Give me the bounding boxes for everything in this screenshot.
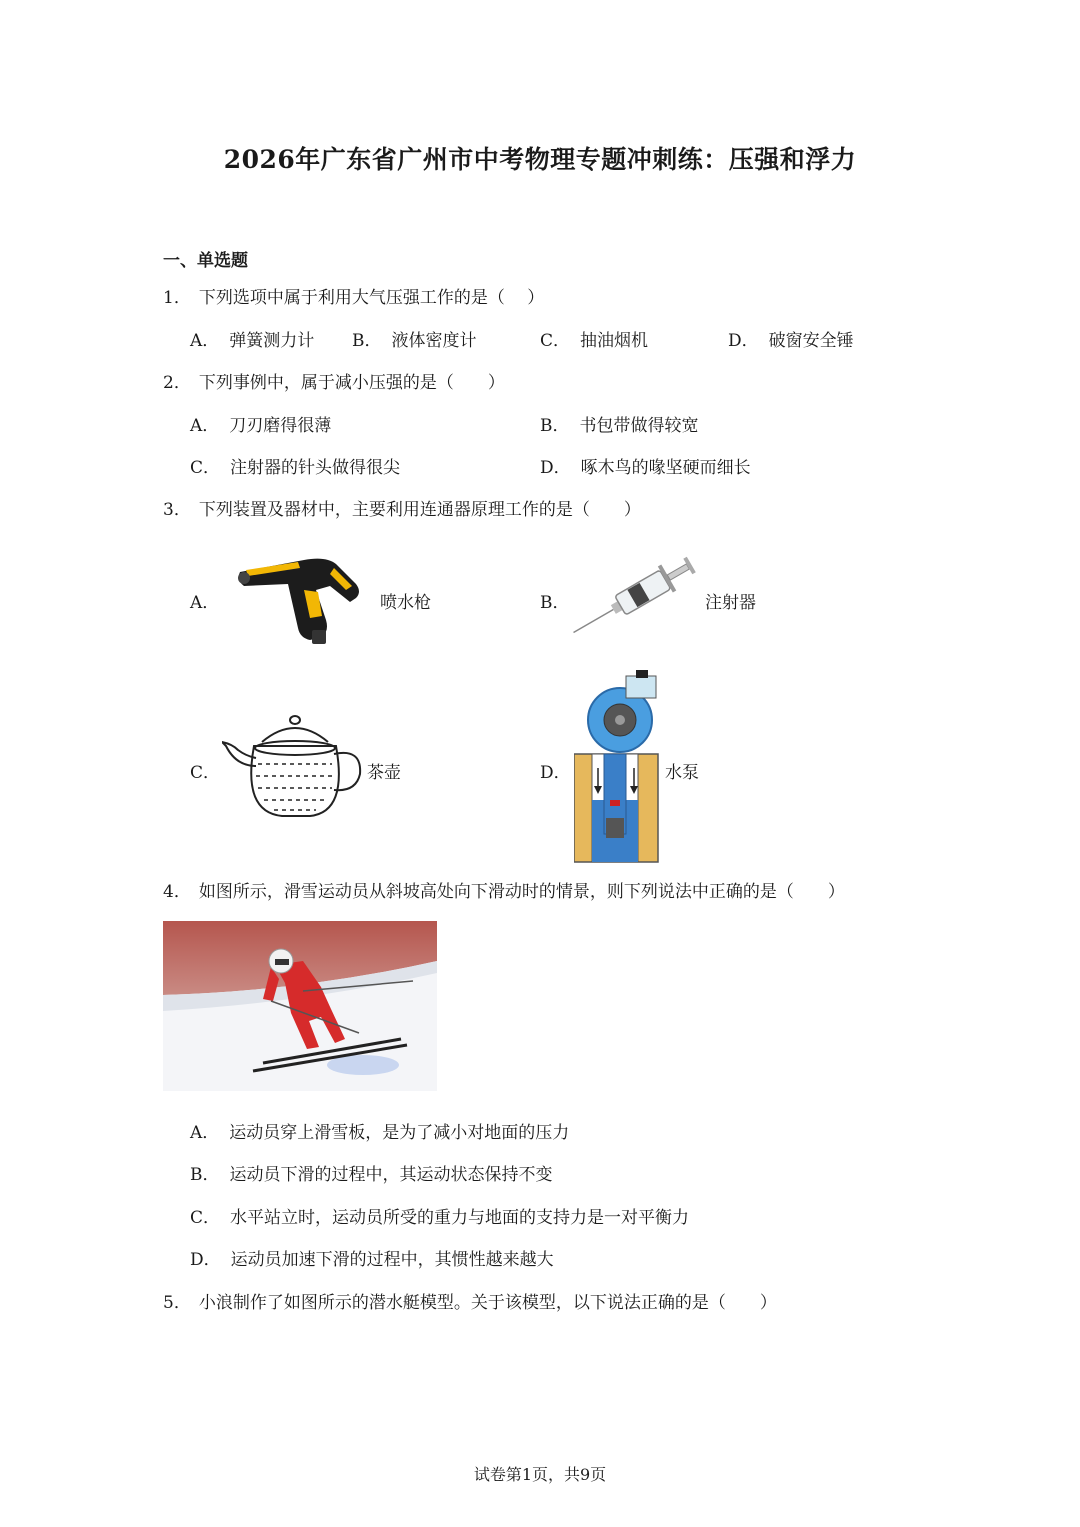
question-5 bbox=[163, 1288, 777, 1313]
question-number: 5． bbox=[163, 1293, 191, 1313]
page-title: 2026年广东省广州市中考物理专题冲刺练：压强和浮力 bbox=[223, 145, 857, 174]
skier-photo bbox=[163, 921, 437, 1091]
q2-option-b[interactable]: B． 书包带做得较宽 bbox=[540, 416, 699, 436]
q4-option-d[interactable]: D． 运动员加速下滑的过程中，其惯性越来越大 bbox=[190, 1250, 554, 1270]
q3-option-c-label: 茶壶 bbox=[367, 763, 401, 783]
question-1 bbox=[163, 283, 544, 308]
question-number: 4． bbox=[163, 882, 191, 902]
question-4 bbox=[163, 877, 845, 902]
question-2 bbox=[163, 368, 505, 393]
question-number: 2． bbox=[163, 373, 191, 393]
question-text: 下列选项中属于利用大气压强工作的是（ ） bbox=[198, 288, 545, 308]
q3-option-a-letter[interactable]: A． bbox=[190, 593, 220, 613]
spray-gun-image bbox=[234, 550, 366, 646]
q1-option-b[interactable]: B． 液体密度计 bbox=[352, 331, 477, 351]
question-text: 下列装置及器材中，主要利用连通器原理工作的是（ ） bbox=[198, 500, 641, 520]
q3-option-b-letter[interactable]: B． bbox=[540, 593, 570, 613]
q1-option-d[interactable]: D． 破窗安全锤 bbox=[728, 331, 854, 351]
question-text: 如图所示，滑雪运动员从斜坡高处向下滑动时的情景，则下列说法中正确的是（ ） bbox=[198, 882, 845, 902]
q3-option-d-label: 水泵 bbox=[665, 763, 699, 783]
question-3 bbox=[163, 495, 641, 520]
question-text: 下列事例中，属于减小压强的是（ ） bbox=[198, 373, 505, 393]
q3-option-b-label: 注射器 bbox=[705, 593, 756, 613]
question-number: 3． bbox=[163, 500, 191, 520]
q1-option-a[interactable]: A． 弹簧测力计 bbox=[190, 331, 315, 351]
section-heading: 一、单选题 bbox=[163, 251, 248, 271]
q2-option-c[interactable]: C． 注射器的针头做得很尖 bbox=[190, 458, 401, 478]
q2-option-a[interactable]: A． 刀刃磨得很薄 bbox=[190, 416, 332, 436]
question-text: 小浪制作了如图所示的潜水艇模型。关于该模型，以下说法正确的是（ ） bbox=[198, 1293, 777, 1313]
q4-option-b[interactable]: B． 运动员下滑的过程中，其运动状态保持不变 bbox=[190, 1165, 553, 1185]
q4-option-c[interactable]: C． 水平站立时，运动员所受的重力与地面的支持力是一对平衡力 bbox=[190, 1208, 690, 1228]
q4-option-a[interactable]: A． 运动员穿上滑雪板，是为了减小对地面的压力 bbox=[190, 1123, 570, 1143]
q3-option-c-letter[interactable]: C． bbox=[190, 763, 221, 783]
q2-option-d[interactable]: D． 啄木鸟的喙坚硬而细长 bbox=[540, 458, 751, 478]
page-footer: 试卷第1页，共9页 bbox=[473, 1465, 607, 1484]
q1-option-c[interactable]: C． 抽油烟机 bbox=[540, 331, 649, 351]
syringe-image bbox=[570, 552, 700, 642]
q3-option-a-label: 喷水枪 bbox=[380, 593, 431, 613]
q3-option-d-letter[interactable]: D． bbox=[540, 763, 571, 783]
teapot-image bbox=[222, 712, 368, 820]
water-pump-image bbox=[574, 668, 664, 864]
question-number: 1． bbox=[163, 288, 191, 308]
